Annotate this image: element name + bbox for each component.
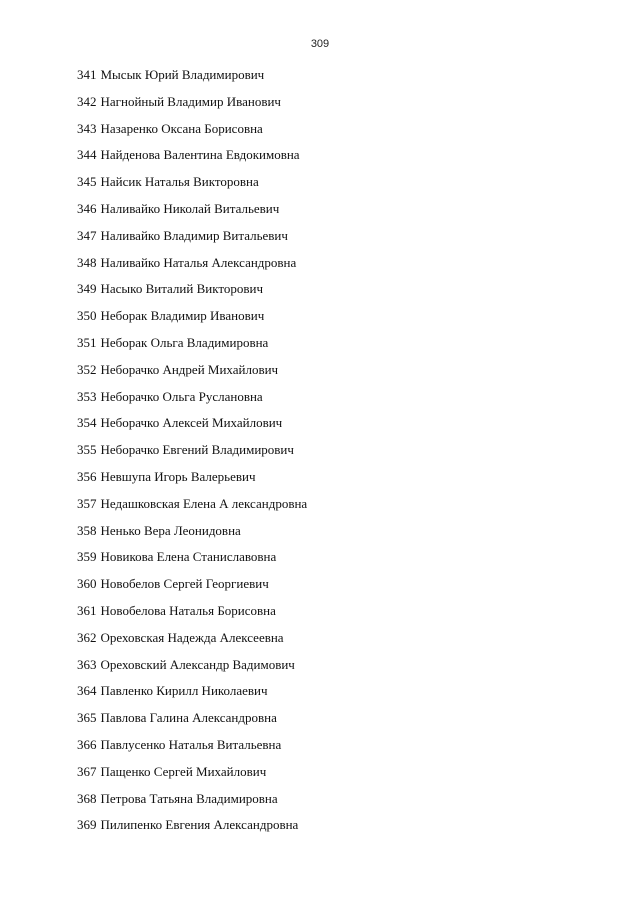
- entry-name: Насыко Виталий Викторович: [100, 281, 263, 297]
- entry-name: Неборак Владимир Иванович: [100, 308, 265, 324]
- entry-name: Пащенко Сергей Михайлович: [100, 763, 267, 779]
- list-item: [77, 575, 307, 602]
- entry-number: 363: [77, 656, 97, 672]
- entry-name: Найденова Валентина Евдокимовна: [100, 147, 300, 163]
- entry-number: 366: [77, 736, 97, 752]
- entry-name: Павлусенко Наталья Витальевна: [100, 736, 282, 752]
- list-item: [77, 629, 307, 656]
- entry-number: 359: [77, 549, 97, 565]
- entry-name: Невшупа Игорь Валерьевич: [100, 468, 256, 484]
- entry-number: 364: [77, 683, 97, 699]
- list-item: [77, 200, 307, 227]
- entry-name: Неборачко Евгений Владимирович: [100, 442, 294, 458]
- entry-number: 343: [77, 120, 97, 136]
- entry-number: 365: [77, 710, 97, 726]
- entry-number: 369: [77, 817, 97, 833]
- entry-name: Павлова Галина Александровна: [100, 710, 277, 726]
- entry-number: 352: [77, 361, 97, 377]
- entry-number: 349: [77, 281, 97, 297]
- entry-number: 361: [77, 602, 97, 618]
- list-item: [77, 173, 307, 200]
- list-item: [77, 66, 307, 93]
- entry-name: Наливайко Николай Витальевич: [100, 200, 280, 216]
- list-item: [77, 736, 307, 763]
- list-item: [77, 682, 307, 709]
- entry-number: 355: [77, 442, 97, 458]
- list-item: [77, 414, 307, 441]
- entry-number: 360: [77, 576, 97, 592]
- entry-number: 341: [77, 67, 97, 82]
- entry-number: 351: [77, 334, 97, 350]
- entry-name: Наливайко Наталья Александровна: [100, 254, 297, 270]
- entry-number: 368: [77, 790, 97, 806]
- entry-name: Нагнойный Владимир Иванович: [100, 93, 281, 109]
- entry-number: 346: [77, 200, 97, 216]
- entry-number: 354: [77, 415, 97, 431]
- entry-name: Ненько Вера Леонидовна: [100, 522, 241, 538]
- list-item: [77, 280, 307, 307]
- entry-name: Найсик Наталья Викторовна: [100, 174, 259, 190]
- list-item: [77, 254, 307, 281]
- list-item: [77, 656, 307, 683]
- entry-name: Ореховский Александр Вадимович: [100, 656, 295, 672]
- list-item: [77, 227, 307, 254]
- list-item: [77, 816, 307, 843]
- list-item: [77, 790, 307, 817]
- entry-number: 362: [77, 629, 97, 645]
- entry-name: Неборачко Ольга Руслановна: [100, 388, 263, 404]
- entry-name: Ореховская Надежда Алексеевна: [100, 629, 284, 645]
- entry-number: 358: [77, 522, 97, 538]
- entry-name: Пилипенко Евгения Александровна: [100, 817, 299, 833]
- list-item: [77, 93, 307, 120]
- list-item: [77, 468, 307, 495]
- list-item: [77, 709, 307, 736]
- list-item: [77, 522, 307, 549]
- entry-number: 348: [77, 254, 97, 270]
- entry-number: 347: [77, 227, 97, 243]
- list-item: [77, 307, 307, 334]
- list-item: [77, 763, 307, 790]
- entry-name: Неборачко Андрей Михайлович: [100, 361, 279, 377]
- list-item: [77, 146, 307, 173]
- entry-name: Новобелова Наталья Борисовна: [100, 602, 276, 618]
- entry-number: 344: [77, 147, 97, 163]
- entry-number: 367: [77, 763, 97, 779]
- entry-name: Мысык Юрий Владимирович: [100, 67, 265, 82]
- entry-name: Неборачко Алексей Михайлович: [100, 415, 283, 431]
- entry-number: 342: [77, 93, 97, 109]
- entry-number: 345: [77, 174, 97, 190]
- page-number: 309: [310, 38, 330, 50]
- entry-name: Новобелов Сергей Георгиевич: [100, 576, 269, 592]
- entry-name: Наливайко Владимир Витальевич: [100, 227, 288, 243]
- entry-name: Неборак Ольга Владимировна: [100, 334, 269, 350]
- list-item: [77, 602, 307, 629]
- entry-number: 356: [77, 468, 97, 484]
- entry-name: Павленко Кирилл Николаевич: [100, 683, 268, 699]
- list-item: [77, 495, 307, 522]
- entry-number: 350: [77, 308, 97, 324]
- list-item: [77, 441, 307, 468]
- list-item: [77, 361, 307, 388]
- entry-number: 357: [77, 495, 97, 511]
- list-item: [77, 388, 307, 415]
- list-item: [77, 120, 307, 147]
- entry-name: Новикова Елена Станиславовна: [100, 549, 277, 565]
- entry-number: 353: [77, 388, 97, 404]
- entry-name: Назаренко Оксана Борисовна: [100, 120, 263, 136]
- list-item: [77, 334, 307, 361]
- name-list: [77, 66, 307, 843]
- entry-name: Недашковская Елена А лександровна: [100, 495, 308, 511]
- entry-name: Петрова Татьяна Владимировна: [100, 790, 278, 806]
- list-item: [77, 548, 307, 575]
